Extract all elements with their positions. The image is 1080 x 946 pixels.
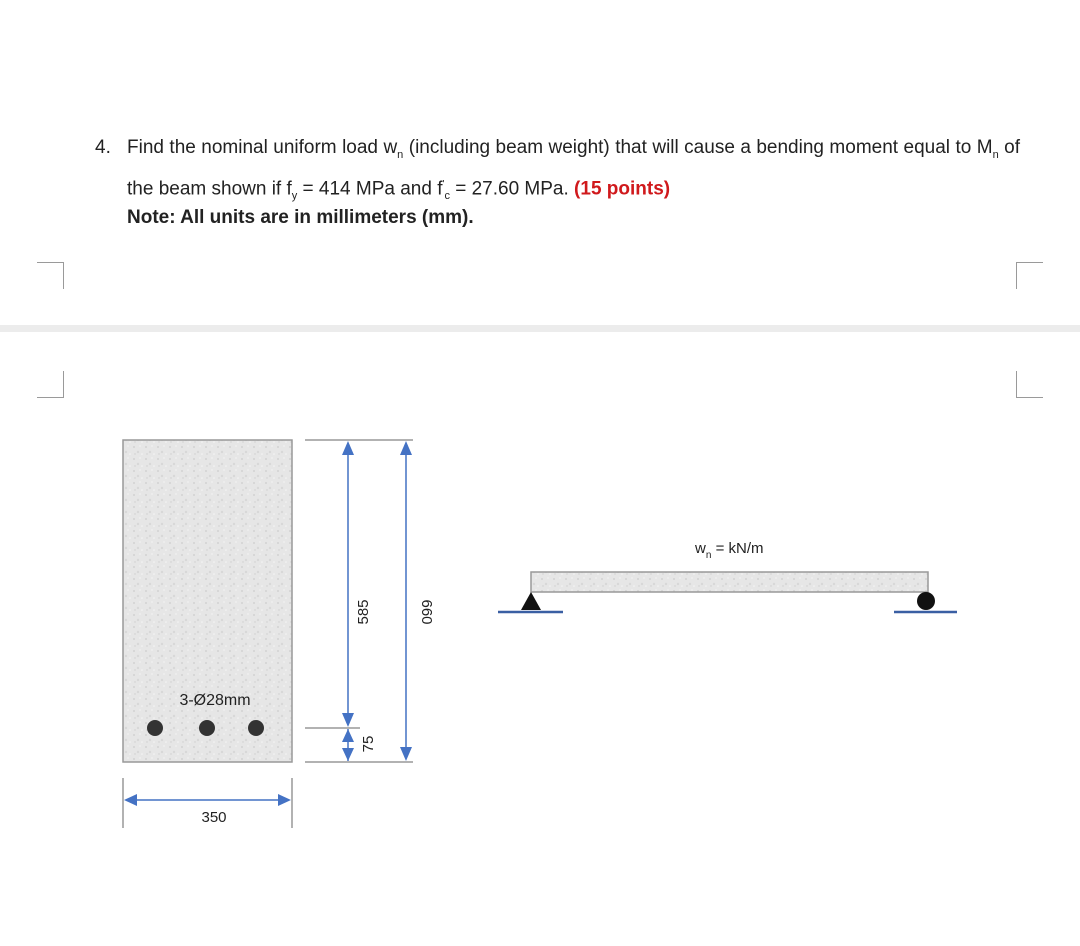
subscript-n: n [992, 148, 999, 161]
rebar-circle [147, 720, 163, 736]
question-text-part: (including beam weight) that will cause a bending moment equal to M [403, 137, 993, 158]
question-text-part: = 414 MPa and f [297, 178, 443, 200]
subscript-n: n [397, 148, 404, 161]
width-label: 350 [201, 809, 227, 826]
subscript-y: y [291, 189, 298, 202]
question-text-part: Find the nominal uniform load w [127, 137, 398, 158]
beam-elevation [531, 572, 928, 592]
load-label: $w_n = kN/m$ [695, 540, 764, 561]
rebar-label: 3-Ø28mm [179, 692, 251, 709]
arrowhead [342, 748, 354, 761]
question-text-part: of the beam shown if f [127, 137, 1020, 200]
arrowhead [124, 794, 137, 806]
arrowhead [400, 747, 412, 761]
arrowhead [400, 441, 412, 455]
rebar-circle [199, 720, 215, 736]
depth-label: 585 [355, 599, 372, 625]
cover-label: 75 [360, 735, 377, 753]
question-text: Find the nominal uniform load $w_n$ (including beam weight) that will cause a bending moment equal to $M_n$ of the beam shown if $f_y = 414$ MPa and $f'_c = 27.60$ MPa. (15 points) [127, 137, 1020, 202]
pin-support-icon [521, 592, 541, 610]
note: Note: All units are in millimeters (mm). [127, 207, 474, 228]
roller-support-icon [917, 592, 935, 610]
arrowhead [342, 713, 354, 727]
points-label: (15 points) [574, 178, 671, 200]
beam-cross-section [123, 440, 292, 762]
question-text-part: = 27.60 MPa. [449, 178, 575, 200]
rebar-circle [248, 720, 264, 736]
question-number: 4. [95, 137, 111, 158]
arrowhead [278, 794, 291, 806]
arrowhead [342, 441, 354, 455]
height-label: 660 [418, 599, 435, 625]
arrowhead [342, 729, 354, 742]
subscript-c: c [444, 189, 450, 202]
